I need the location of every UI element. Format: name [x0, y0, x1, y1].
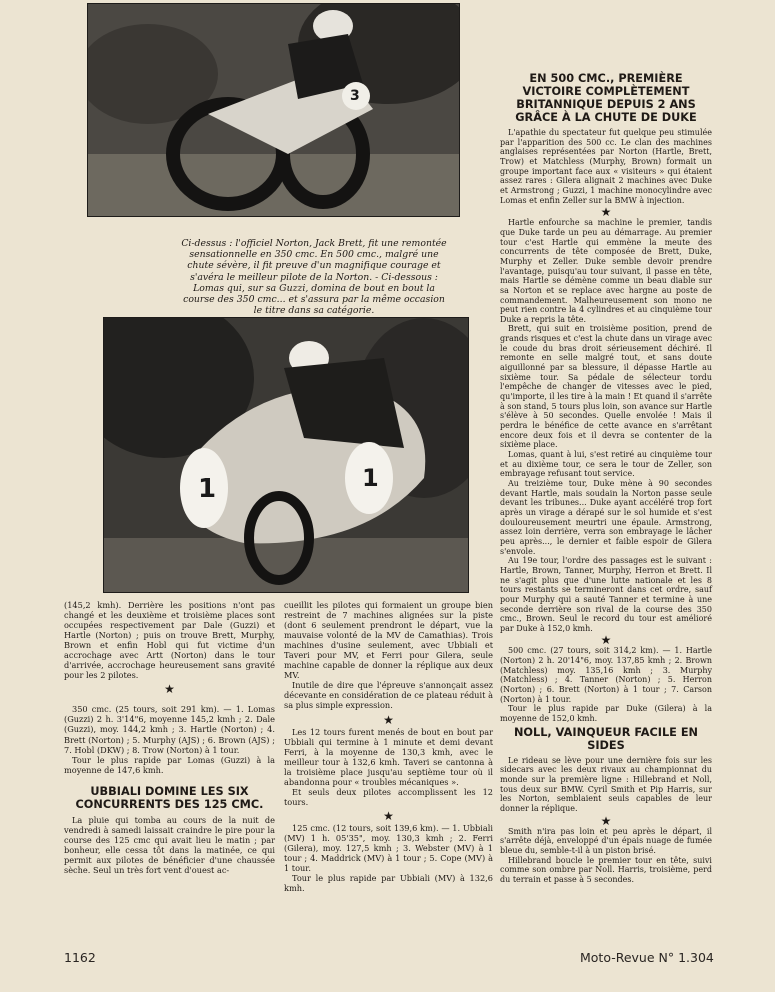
- star-separator: ★: [383, 808, 394, 823]
- heading-sidecars: NOLL, VAINQUEUR FACILE EN SIDES: [513, 725, 699, 752]
- photo-brett-drawing: [88, 4, 459, 216]
- magazine-issue: Moto-Revue N° 1.304: [580, 950, 714, 965]
- col3-paragraph-9: Hillebrand boucle le premier tour en tête, suivi comme son ombre par Noll. Harris, troisième, perd du terrain et passe à 5 secondes.: [500, 855, 712, 884]
- column-3: [500, 70, 712, 885]
- col2-fastest-lap: Tour le plus rapide par Ubbiali (MV) à 132,6 kmh.: [284, 873, 493, 894]
- col2-results-125: 125 cmc. (12 tours, soit 139,6 km). — 1. Ubbiali (MV) 1 h. 05'35", moy. 130,3 kmh ; 2. Ferri (Gilera), moy. 127,5 kmh ; 3. Webster (MV) à 1 tour ; 4. Maddrick (MV) à 1 tour ; 5. Cope (MV) à 1 tour.: [284, 822, 493, 874]
- col3-paragraph-6: Au 19e tour, l'ordre des passages est le suivant : Hartle, Brown, Tanner, Murphy, Herron et Brett. Il ne s'agit plus que d'une lutte nationale et les 8 tours restants se termineront dans cet ordre, sauf pour Murphy qui a sauté Tanner et termine à une seconde derrière son rival de la course des 350 cmc., Brown. Seul le record du tour est amélioré par Duke à 152,0 kmh.: [500, 556, 712, 633]
- col3-paragraph-7: Le rideau se lève pour une dernière fois sur les sidecars avec les deux rivaux au championnat du monde sur la première ligne : Hillebrand et Noll, tous deux sur BMW. Cyril Smith et Pip Harris, sur les Norton, semblaient seuls capables de leur donner la réplique.: [500, 755, 712, 813]
- col1-fastest-lap: Tour le plus rapide par Lomas (Guzzi) à la moyenne de 147,6 kmh.: [64, 754, 275, 775]
- star-separator: ★: [383, 712, 394, 727]
- col3-paragraph-4: Lomas, quant à lui, s'est retiré au cinquième tour et au dixième tour, ce sera le tour de Zeller, son embrayage refusant tout service.: [500, 450, 712, 479]
- col3-paragraph-2: Hartle enfourche sa machine le premier, tandis que Duke tarde un peu au démarrage. Au premier tour c'est Hartle qui emmène la meute des concurrents de tête composée de Brett, Duke, Murphy et Zeller. Duke semble devoir prendre l'avantage, puisqu'au tour suivant, il passe en tête, mais Hartle se démène comme un beau diable sur sa Norton et se replace avec hargne au poste de commandement. Malheureusement son mono ne peut rien contre la 4 cylindres et au cinquième tour Duke a repris la tête.: [500, 218, 712, 324]
- heading-125cc: UBBIALI DOMINE LES SIX CONCURRENTS DES 125 CMC.: [75, 784, 264, 811]
- star-separator: ★: [600, 205, 612, 220]
- photo-plate-number-right: 1: [362, 464, 379, 492]
- column-2: [284, 600, 493, 893]
- column-1: [64, 600, 275, 875]
- star-separator: ★: [600, 633, 612, 648]
- col2-paragraph-3: Les 12 tours furent menés de bout en bout par Ubbiali qui termine à 1 minute et demi devant Ferri, à la moyenne de 130,3 kmh, avec le meilleur tour à 132,6 kmh. Taveri se cantonna à la troisième place jusqu'au septième tour où il abandonna pour « troubles mécaniques ».: [284, 726, 493, 787]
- col2-paragraph-1: cueillit les pilotes qui formaient un groupe bien restreint de 7 machines alignées sur la piste (dont 6 seulement prendront le départ, vue la mauvaise volonté de la MV de Camathias). Trois machines d'usine seulement, avec Ubbiali et Taveri pour MV, et Ferri pour Gilera, seule machine capable de donner la réplique aux deux MV.: [284, 600, 493, 681]
- col3-paragraph-5: Au treizième tour, Duke mène à 90 secondes devant Hartle, mais soudain la Norton passe seule devant les tribunes... Duke ayant accéléré trop fort après un virage a dérapé sur le sol humide et s'est douloureusement meurtri une épaule. Armstrong, assez loin derrière, verra son embrayage le lâcher peu après..., le dernier et faible espoir de Gilera s'envole.: [500, 478, 712, 556]
- star-separator: ★: [600, 813, 612, 828]
- col2-paragraph-4: Et seuls deux pilotes accomplissent les 12 tours.: [284, 786, 493, 807]
- col3-results-500: 500 cmc. (27 tours, soit 314,2 km). — 1. Hartle (Norton) 2 h. 20'14"6, moy. 137,85 kmh ; 2. Brown (Matchless) moy. 135,16 kmh ; 3. Murphy (Matchless) ; 4. Tanner (Norton) ; 5. Herron (Norton) ; 6. Brett (Norton) à 1 tour ; 7. Carson (Norton) à 1 tour.: [500, 646, 712, 704]
- heading-500cc: EN 500 CMC., PREMIÈRE VICTOIRE COMPLÈTEMENT BRITANNIQUE DEPUIS 2 ANS GRÂCE À LA CHUTE DE DUKE: [515, 72, 697, 124]
- photo-plate-number: 3: [350, 88, 360, 104]
- page-number: 1162: [64, 950, 96, 965]
- photo-brett-norton: [87, 3, 460, 217]
- photo-lomas-drawing: [104, 318, 468, 592]
- photo-caption: Ci-dessus : l'officiel Norton, Jack Brett, fit une remontée sensationnelle en 350 cmc. En 500 cmc., malgré une chute sévère, il fit preuve d'un magnifique courage et s'avéra le meilleur pilote de la Norton. - Ci-dessous : Lomas qui, sur sa Guzzi, domina de bout en bout la course des 350 cmc... et s'assura par la même occasion le titre dans sa catégorie.: [181, 238, 447, 317]
- photo-plate-number-left: 1: [198, 474, 217, 504]
- col1-paragraph-2: La pluie qui tomba au cours de la nuit de vendredi à samedi laissait craindre le pire pour la course des 125 cmc qui avait lieu le matin ; par bonheur, elle cessa tôt dans la matinée, ce qui permit aux pilotes de bénéficier d'une chaussée sèche. Seul un très fort vent d'ouest ac-: [64, 814, 275, 875]
- photo-lomas-guzzi: [103, 317, 469, 593]
- col1-results-350: 350 cmc. (25 tours, soit 291 km). — 1. Lomas (Guzzi) 2 h. 3'14"6, moyenne 145,2 kmh ; 2. Dale (Guzzi), moy. 144,2 kmh ; 3. Hartle (Norton) ; 4. Brett (Norton) ; 5. Murphy (AJS) ; 6. Brown (AJS) ; 7. Hobl (DKW) ; 8. Trow (Norton) à 1 tour.: [64, 704, 275, 755]
- col2-paragraph-2: Inutile de dire que l'épreuve s'annonçait assez décevante en considération de ce plateau réduit à sa plus simple expression.: [284, 680, 493, 711]
- star-separator: ★: [164, 682, 175, 697]
- col3-paragraph-8: Smith n'ira pas loin et peu après le départ, il s'arrête déjà, enveloppé d'un épais nuage de fumée bleue du, semble-t-il à un piston brisé.: [500, 826, 712, 855]
- col3-paragraph-1: L'apathie du spectateur fut quelque peu stimulée par l'apparition des 500 cc. Le clan des machines anglaises représentées par Norton (Hartle, Brett, Trow) et Matchless (Murphy, Brown) formait un groupe important face aux « visiteurs » qui étaient assez rares : Gilera alignait 2 machines avec Duke et Armstrong ; Guzzi, 1 machine monocylindre avec Lomas et enfin Zeller sur la BMW à injection.: [500, 128, 712, 205]
- col1-paragraph-1: (145,2 kmh). Derrière les positions n'ont pas changé et les deuxième et troisième places sont occupées respectivement par Dale (Guzzi) et Hartle (Norton) ; puis on trouve Brett, Murphy, Brown et enfin Hobl qui fut victime d'un accrochage avec Artt (Norton) dans le tour d'arrivée, accrochage heureusement sans gravité pour les 2 pilotes.: [64, 600, 275, 681]
- col3-fastest-lap: Tour le plus rapide par Duke (Gilera) à la moyenne de 152,0 kmh.: [500, 704, 712, 724]
- col3-paragraph-3: Brett, qui suit en troisième position, prend de grands risques et c'est la chute dans un virage avec le coude du bras droit sérieusement déchiré. Il remonte en selle malgré tout, et sans doute aiguillonné par sa blessure, il dépasse Hartle au sixième tour. Sa pédale de sélecteur tordu l'empêche de changer de vitesses avec le pied, qu'importe, il les tire à la main ! Et quand il s'arrête à son stand, 5 tours plus loin, son avance sur Hartle s'élève à 50 secondes. Quelle envolée ! Mais il perdra le bénéfice de cette avance en s'arrêtant encore deux fois et il devra se contenter de la sixième place.: [500, 324, 712, 450]
